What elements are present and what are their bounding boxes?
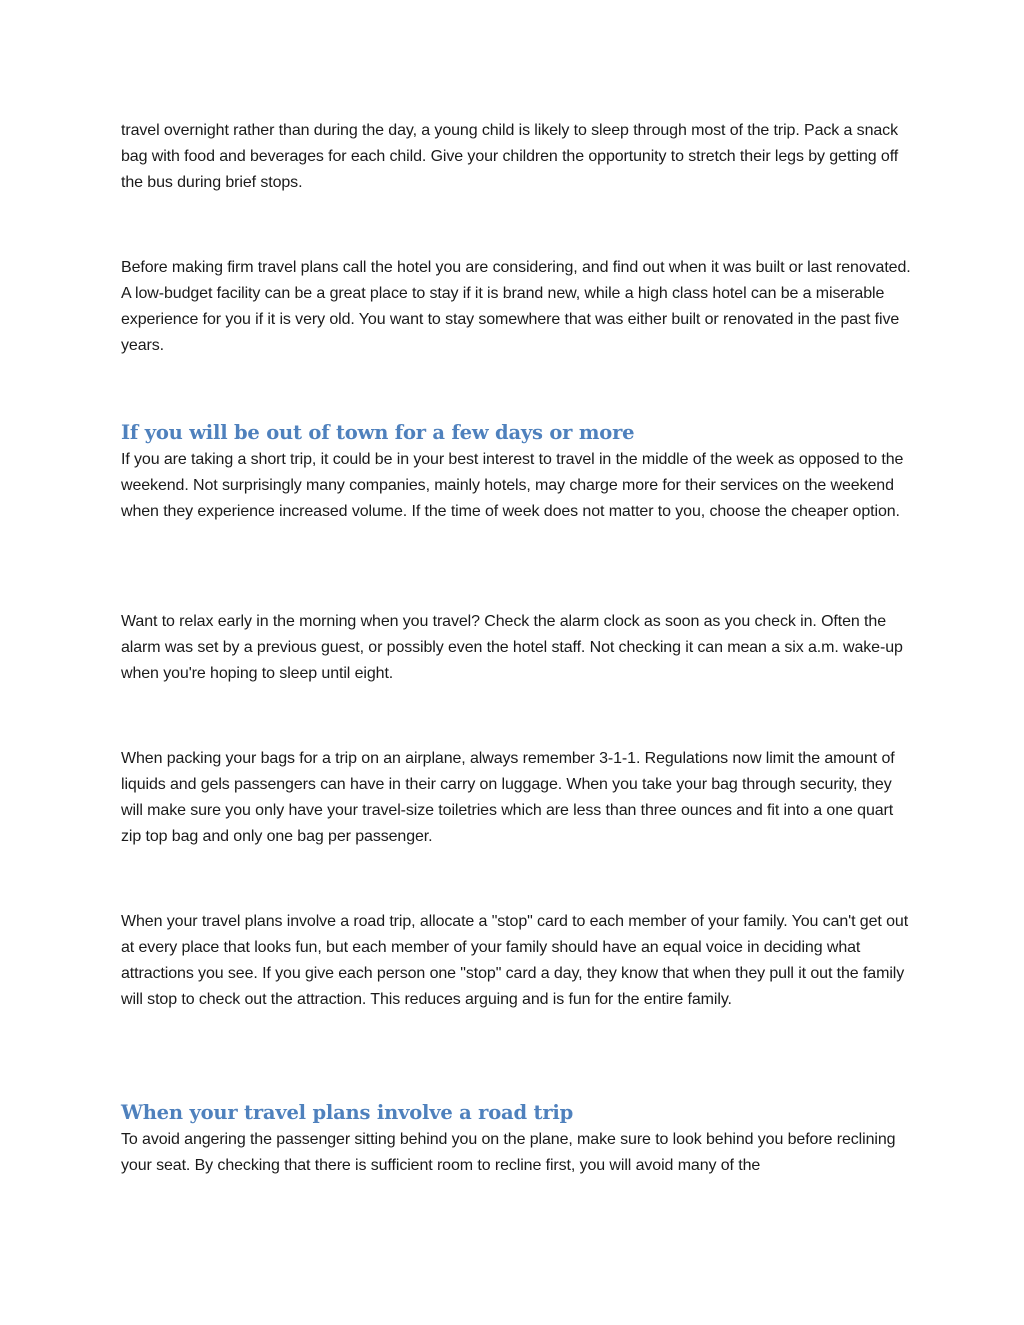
paragraph: Before making firm travel plans call the hotel you are considering, and find out when it was built or last renovated. A low-budget facility can be a great place to stay if it is brand new, while a high class hotel can be a miserable experience for you if it is very old. You want to stay somewhere that was either built or renovated in the past five years.: [121, 259, 911, 354]
paragraph: If you are taking a short trip, it could be in your best interest to travel in the middle of the week as opposed to the weekend. Not surprisingly many companies, mainly hotels, may charge more for their services on the weekend when they experience increased volume. If the time of week does not matter to you, choose the cheaper option.: [121, 451, 904, 520]
paragraph: When packing your bags for a trip on an airplane, always remember 3-1-1. Regulations now limit the amount of liquids and gels passengers can have in their carry on luggage. When you take your bag through security, they will make sure you only have your travel-size toiletries which are less than three ounces and fit into a one quart zip top bag and only one bag per passenger.: [121, 750, 895, 845]
section-heading: If you will be out of town for a few days or more: [121, 421, 635, 444]
section-heading: When your travel plans involve a road trip: [121, 1101, 574, 1124]
paragraph: Want to relax early in the morning when you travel? Check the alarm clock as soon as you check in. Often the alarm was set by a previous guest, or possibly even the hotel staff. Not checking it can mean a six a.m. wake-up when you're hoping to sleep until eight.: [121, 613, 903, 682]
paragraph: When your travel plans involve a road trip, allocate a "stop" card to each member of your family. You can't get out at every place that looks fun, but each member of your family should have an equal voice in deciding what attractions you see. If you give each person one "stop" card a day, they know that when they pull it out the family will stop to check out the attraction. This reduces arguing and is fun for the entire family.: [121, 913, 909, 1008]
paragraph: travel overnight rather than during the day, a young child is likely to sleep through most of the trip. Pack a snack bag with food and beverages for each child. Give your children the opportunity to stretch their legs by getting off the bus during brief stops.: [121, 122, 899, 191]
paragraph: To avoid angering the passenger sitting behind you on the plane, make sure to look behind you before reclining your seat. By checking that there is sufficient room to recline first, you will avoid many of the: [121, 1131, 896, 1174]
